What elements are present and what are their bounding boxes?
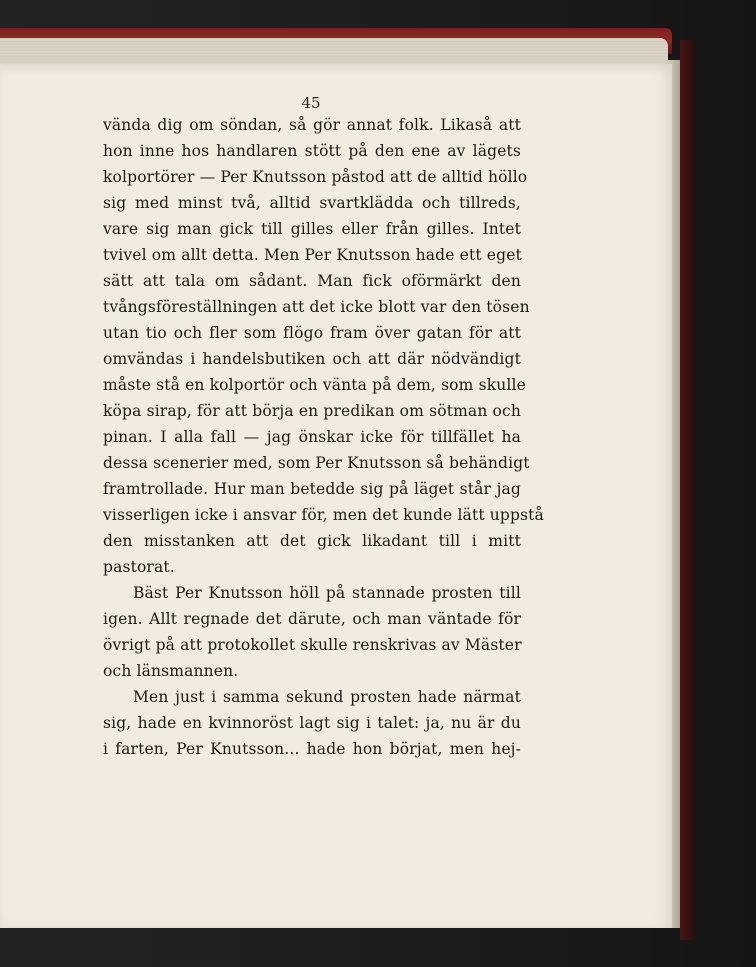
- text-line: övrigt på att protokollet skulle renskrivas av Mäster: [103, 636, 522, 654]
- page-number: 45: [301, 94, 321, 112]
- text-line: kolportörer — Per Knutsson påstod att de alltid höllo: [103, 168, 528, 186]
- text-line: igen. Allt regnade det därute, och man väntade för: [103, 610, 521, 628]
- text-line: måste stå en kolportör och vänta på dem, som skulle: [103, 376, 526, 394]
- text-line: utan tio och fler som flögo fram över gatan för att: [103, 324, 521, 342]
- text-line: sätt att tala om sådant. Man fick oförmärkt den: [103, 272, 521, 290]
- text-line: sig, hade en kvinnoröst lagt sig i talet: ja, nu är du: [103, 714, 521, 732]
- text-line: köpa sirap, för att börja en predikan om sötman och: [103, 402, 521, 420]
- text-line: visserligen icke i ansvar för, men det kunde lätt uppstå: [103, 506, 544, 524]
- text-line: Bäst Per Knutsson höll på stannade prosten till: [133, 584, 521, 602]
- text-line: dessa scenerier med, som Per Knutsson så behändigt: [103, 454, 530, 472]
- text-line: Men just i samma sekund prosten hade närmat: [133, 688, 521, 706]
- text-line: framtrollade. Hur man betedde sig på läget står jag: [103, 480, 521, 498]
- book-cover-right: [680, 40, 694, 940]
- text-line: pinan. I alla fall — jag önskar icke för tillfället ha: [103, 428, 521, 446]
- text-line: i farten, Per Knutsson... hade hon börjat, men hej-: [103, 740, 521, 758]
- text-line: sig med minst två, alltid svartklädda och tillreds,: [103, 194, 521, 212]
- text-line: tvivel om allt detta. Men Per Knutsson hade ett eget: [103, 246, 522, 264]
- text-line: tvångsföreställningen att det icke blott var den tösen: [103, 298, 530, 316]
- text-line: den misstanken att det gick likadant till i mitt: [103, 532, 521, 550]
- text-line: och länsmannen.: [103, 662, 239, 680]
- text-line: pastorat.: [103, 558, 175, 576]
- text-line: vända dig om söndan, så gör annat folk. Likaså att: [103, 116, 521, 134]
- body-text: [103, 112, 544, 762]
- text-line: omvändas i handelsbutiken och att där nödvändigt: [103, 350, 521, 368]
- text-line: vare sig man gick till gilles eller från gilles. Intet: [103, 220, 521, 238]
- text-line: hon inne hos handlaren stött på den ene av lägets: [103, 142, 521, 160]
